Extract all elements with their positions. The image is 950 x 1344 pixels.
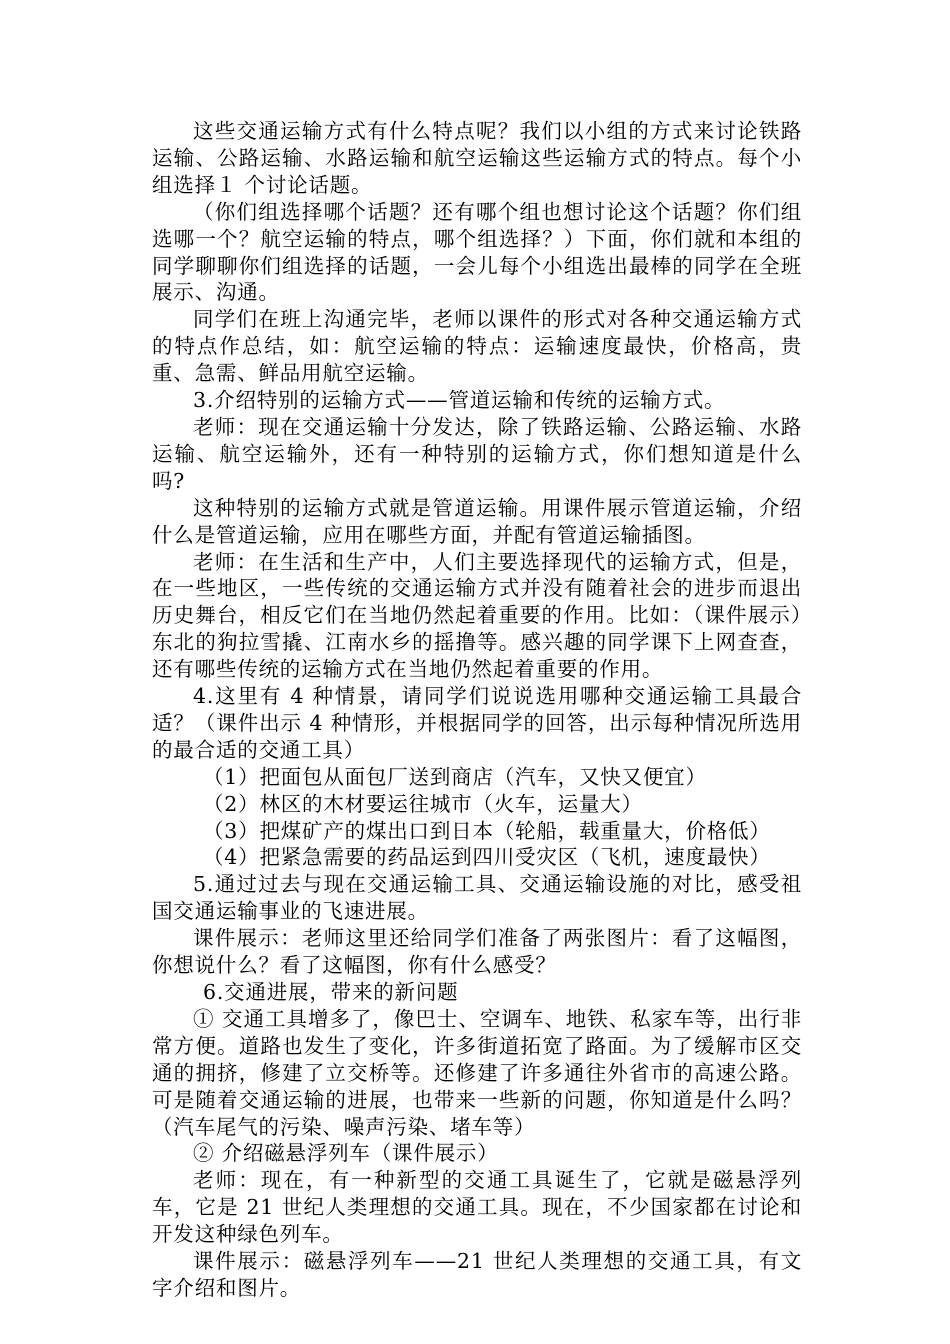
paragraph: ① 交通工具增多了，像巴士、空调车、地铁、私家车等，出行非常方便。道路也发生了变化，许多街道拓宽了路面。为了缓解市区交通的拥挤，修建了立交桥等。还修建了许多通往外省市的高速公路。可是随着交通运输的进展，也带来一些新的问题，你知道是什么吗？（汽车尾气的污染、噪声污染、堵车等）	[152, 1006, 802, 1139]
paragraph: 课件展示：磁悬浮列车——21 世纪人类理想的交通工具，有文字介绍和图片。	[152, 1249, 802, 1300]
paragraph: 老师：在生活和生产中，人们主要选择现代的运输方式，但是，在一些地区，一些传统的交通运输方式并没有随着社会的进步而退出历史舞台，相反它们在当地仍然起着重要的作用。比如：（课件展示）东北的狗拉雪撬、江南水乡的摇撸等。感兴趣的同学课下上网查查，还有哪些传统的运输方式在当地仍然起着重要的作用。	[152, 549, 802, 682]
section-heading: 4.这里有 4 种情景，请同学们说说选用哪种交通运输工具最合适？（课件出示 4 种情形，并根据同学的回答，出示每种情况所选用的最合适的交通工具）	[152, 684, 802, 762]
section-heading: 3.介绍特别的运输方式——管道运输和传统的运输方式。	[193, 388, 726, 413]
section-heading: 6.交通进展，带来的新问题	[203, 980, 459, 1004]
list-item: （1）把面包从面包厂送到商店（汽车，又快又便宜）	[203, 764, 707, 789]
paragraph: 老师：现在，有一种新型的交通工具诞生了，它就是磁悬浮列车，它是 21 世纪人类理想的交通工具。现在，不少国家都在讨论和开发这种绿色列车。	[152, 1168, 802, 1247]
section-heading: 5.通过过去与现在交通运输工具、交通运输设施的对比，感受祖国交通运输事业的飞速进展。	[152, 872, 802, 924]
paragraph: 老师：现在交通运输十分发达，除了铁路运输、公路运输、水路运输、航空运输外，还有一种特别的运输方式，你们想知道是什么吗?	[152, 414, 802, 493]
paragraph: 同学们在班上沟通完毕，老师以课件的形式对各种交通运输方式的特点作总结，如：航空运输的特点：运输速度最快，价格高，贵重、急需、鲜品用航空运输。	[152, 307, 802, 386]
paragraph: 这种特别的运输方式就是管道运输。用课件展示管道运输，介绍什么是管道运输，应用在哪些方面，并配有管道运输插图。	[152, 495, 802, 547]
paragraph: 这些交通运输方式有什么特点呢？我们以小组的方式来讨论铁路运输、公路运输、水路运输和航空运输这些运输方式的特点。每个小组选择１ 个讨论话题。	[152, 119, 802, 197]
list-item: （3）把煤矿产的煤出口到日本（轮船，载重量大，价格低）	[203, 818, 771, 843]
paragraph: ② 介绍磁悬浮列车（课件展示）	[193, 1141, 499, 1166]
list-item: （4）把紧急需要的药品运到四川受灾区（飞机，速度最快）	[203, 845, 771, 870]
paragraph: （你们组选择哪个话题？还有哪个组也想讨论这个话题？你们组选哪一个？航空运输的特点，哪个组选择？）下面，你们就和本组的同学聊聊你们组选择的话题，一会儿每个小组选出最棒的同学在全班展示、沟通。	[152, 199, 802, 305]
list-item: （2）林区的木材要运往城市（火车，运量大）	[203, 791, 643, 816]
document-body	[152, 118, 802, 1302]
paragraph: 课件展示：老师这里还给同学们准备了两张图片：看了这幅图，你想说什么？看了这幅图，你有什么感受？	[152, 926, 802, 978]
